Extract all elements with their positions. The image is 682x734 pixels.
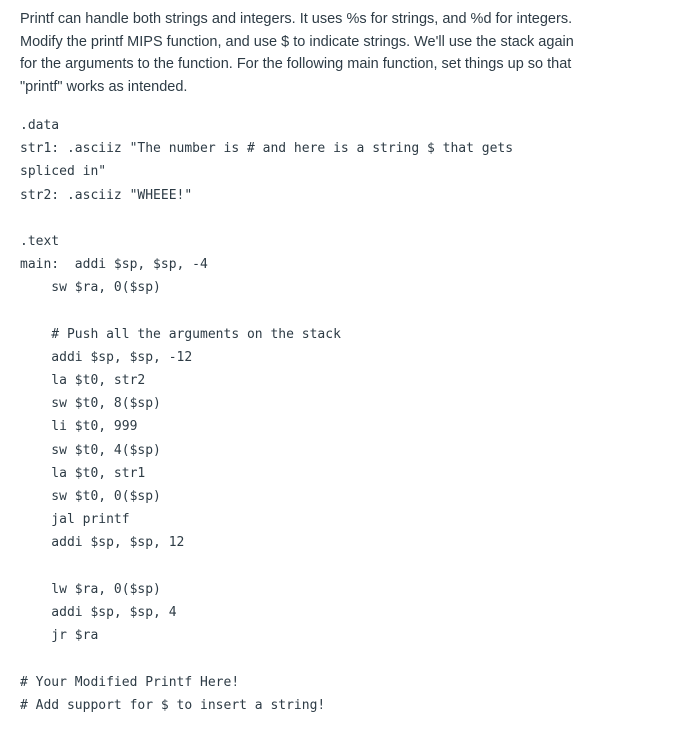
code-line: sw $t0, 8($sp) — [20, 396, 161, 412]
code-line: # Your Modified Printf Here! — [20, 674, 240, 690]
code-line: # Push all the arguments on the stack — [20, 326, 341, 342]
code-line: # Add support for $ to insert a string! — [20, 697, 326, 713]
code-line — [20, 555, 513, 578]
code-line — [20, 207, 513, 230]
code-line — [20, 647, 513, 670]
code-line: spliced in" — [20, 164, 107, 180]
code-line: addi $sp, $sp, -12 — [20, 349, 193, 365]
code-line: jr $ra — [20, 628, 99, 644]
code-line: sw $ra, 0($sp) — [20, 280, 161, 296]
code-line: la $t0, str1 — [20, 465, 146, 481]
code-line: lw $ra, 0($sp) — [20, 581, 161, 597]
code-line — [20, 300, 513, 323]
code-line: sw $t0, 0($sp) — [20, 489, 161, 504]
code-line: str1: .asciiz "The number is # and here is a string $ that gets — [20, 141, 514, 157]
code-line: addi $sp, $sp, 4 — [20, 604, 177, 620]
code-line: li $t0, 999 — [20, 419, 138, 435]
code-line: addi $sp, $sp, 12 — [20, 535, 185, 551]
code-line: main: addi $sp, $sp, -4 — [20, 257, 208, 273]
problem-description: Printf can handle both strings and integers. It uses %s for strings, and %d for integers. Modify the printf MIPS function, and use $ to indicate strings. We'll use the stack again for the arguments to the function. For the following main function, set things up so that "printf" works as intended. — [20, 11, 574, 95]
code-line: jal printf — [20, 512, 130, 528]
code-line: .text — [20, 233, 60, 249]
mips-code-block — [20, 114, 513, 717]
code-line: .data — [20, 118, 60, 133]
code-line: la $t0, str2 — [20, 373, 146, 389]
code-line: sw $t0, 4($sp) — [20, 442, 161, 458]
code-line: str2: .asciiz "WHEEE!" — [20, 187, 193, 203]
